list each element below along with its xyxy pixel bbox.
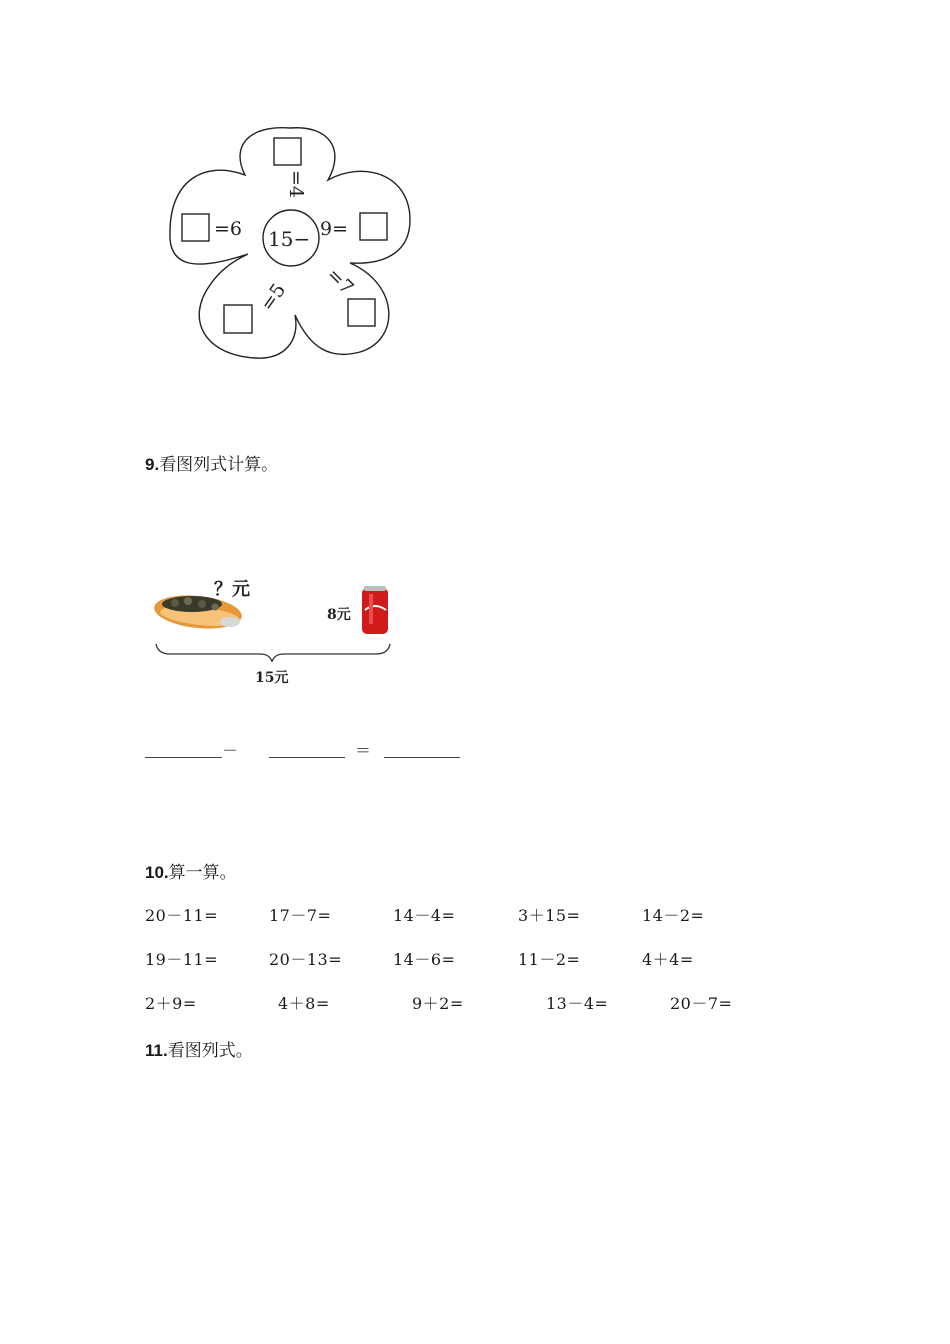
- q10-title-text: 算一算。: [168, 863, 237, 883]
- cola-can-image: [362, 586, 388, 634]
- problem: 20－7=: [670, 994, 733, 1013]
- q11-number: 11.: [145, 1041, 168, 1060]
- snack-price: ？元: [214, 579, 250, 600]
- petal-left-text: =6: [214, 218, 243, 240]
- minus-sign: －: [222, 741, 239, 760]
- problem: 20－13=: [269, 950, 343, 969]
- answer-box-left[interactable]: [182, 214, 209, 241]
- equals-sign: ＝: [355, 741, 372, 760]
- problem: 3＋15=: [518, 906, 581, 925]
- answer-box-right[interactable]: [360, 213, 387, 240]
- q9-title-text: 看图列式计算。: [159, 455, 279, 475]
- q9-title: [145, 450, 278, 475]
- petal-bottom-right-text: =7: [322, 263, 358, 300]
- answer-box-top[interactable]: [274, 138, 301, 165]
- problem: 17－7=: [269, 906, 332, 925]
- problem: 19－11=: [145, 950, 219, 969]
- problem: 11－2=: [518, 950, 581, 969]
- problem: 14－2=: [642, 906, 705, 925]
- q9-number: 9.: [145, 455, 160, 474]
- problem: 20－11=: [145, 906, 219, 925]
- petal-right-text: 9=: [320, 218, 349, 240]
- problem: 4＋8=: [278, 994, 330, 1013]
- q9-figure: [150, 570, 400, 690]
- petal-bottom-left-text: =5: [256, 279, 291, 316]
- answer-blank-3[interactable]: [384, 757, 460, 758]
- answer-blank-1[interactable]: [145, 757, 222, 758]
- q11-title: [145, 1036, 253, 1061]
- answer-blank-2[interactable]: [269, 757, 345, 758]
- cola-price: 8元: [327, 607, 351, 623]
- problem: 13－4=: [546, 994, 609, 1013]
- flower-figure: [160, 120, 420, 365]
- total-price: 15元: [255, 670, 289, 686]
- q11-title-text: 看图列式。: [167, 1041, 253, 1061]
- q10-title: [145, 858, 237, 883]
- q10-number: 10.: [145, 863, 169, 882]
- problem: 4＋4=: [642, 950, 694, 969]
- problem: 2＋9=: [145, 994, 197, 1013]
- total-brace: [156, 644, 390, 662]
- problem: 14－4=: [393, 906, 456, 925]
- problem: 14－6=: [393, 950, 456, 969]
- answer-box-bottom-left[interactable]: [224, 305, 252, 333]
- petal-top-text: =4: [285, 170, 307, 199]
- answer-box-bottom-right[interactable]: [348, 299, 375, 326]
- center-expression: 15−: [268, 227, 311, 251]
- problem: 9＋2=: [412, 994, 464, 1013]
